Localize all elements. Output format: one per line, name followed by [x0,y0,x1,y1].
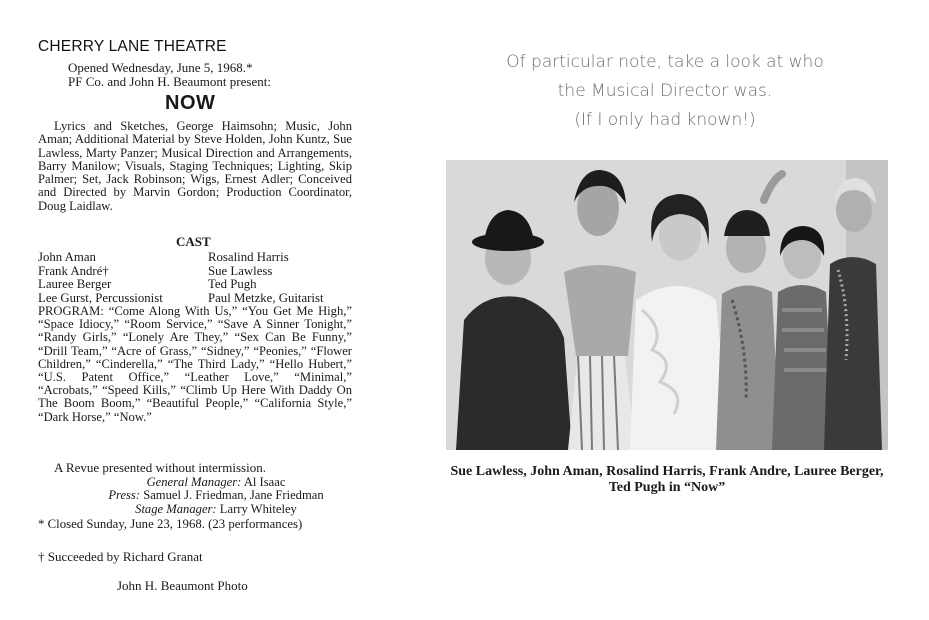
cast-member: Ted Pugh [208,277,257,292]
staff-role: Stage Manager: [135,501,217,516]
cast-member: Sue Lawless [208,263,273,278]
staff-role: General Manager: [146,475,242,489]
staff-name: Larry Whiteley [219,501,297,516]
replacement-note: † Succeeded by Richard Granat [38,549,203,564]
cast-member: Paul Metzke, Guitarist [208,290,324,305]
cast-list [38,250,358,304]
cast-row [38,291,358,305]
closing-note: * Closed Sunday, June 23, 1968. (23 performances) [38,517,303,531]
cast-member: John Aman [38,250,96,264]
staff-name: Samuel J. Friedman, Jane Friedman [143,488,324,503]
cast-member: Frank André† [38,263,109,278]
staff-line [86,503,346,516]
annotation-line: the Musical Director was. [557,81,773,101]
opening-date: Opened Wednesday, June 5, 1968.* [68,60,253,75]
cast-row [38,250,358,264]
staff-line [86,476,346,489]
song-program: PROGRAM: “Come Along With Us,” “You Get Me High,” “Space Idiocy,” “Room Service,” “Save A Sinner Tonight,” “Randy Girls,” “Lonely Are They,” “Sex Can Be Funny,” “Drill Team,” “Acre of Grass,” “Sidney,” “Peonies,” “Flower Children,” “Cinderella,” “The Third Lady,” “Hello Hubert,” “U.S. Patent Office,” “Leather Love,” “Minimal,” “Acrobats,” “Speed Kills,” “Climb Up Here With Daddy On The Boom Boom,” “Beautiful People,” “California Style,” “Dark Horse,” “Now.” [38,304,352,424]
revue-note: A Revue presented without intermission. [54,460,266,475]
staff-line [86,489,346,502]
show-title: NOW [165,92,216,114]
theatre-name: CHERRY LANE THEATRE [38,38,227,55]
staff-list [86,476,346,516]
annotation-line: (If I only had known!) [574,110,756,130]
cast-photo [446,160,888,450]
cast-member: Rosalind Harris [208,250,289,264]
photo-credit: John H. Beaumont Photo [117,578,248,593]
program-page [0,0,380,620]
cast-heading: CAST [176,234,211,249]
presenters: PF Co. and John H. Beaumont present: [68,74,271,89]
annotation-line: Of particular note, take a look at who [506,52,824,72]
cast-member: Lauree Berger [38,277,112,292]
cast-photo-illustration [446,160,888,450]
cast-member: Lee Gurst, Percussionist [38,290,163,305]
cast-row [38,277,358,291]
photo-caption: Sue Lawless, John Aman, Rosalind Harris, Frank Andre, Lauree Berger, Ted Pugh in “Now” [450,464,884,495]
cast-row [38,264,358,278]
handwritten-annotation [445,48,885,135]
staff-role: Press: [108,488,141,503]
staff-name: Al Isaac [243,475,286,489]
credits-paragraph: Lyrics and Sketches, George Haimsohn; Music, John Aman; Additional Material by Steve Holden, John Kuntz, Sue Lawless, Marty Panzer; Musical Direction and Arrangements, Barry Manilow; Visuals, Staging Techniques; Lighting, Skip Palmer; Set, Jack Robinson; Wigs, Ernest Adler; Conceived and Directed by Marvin Gordon; Production Coordinator, Doug Laidlaw. [38,119,352,213]
